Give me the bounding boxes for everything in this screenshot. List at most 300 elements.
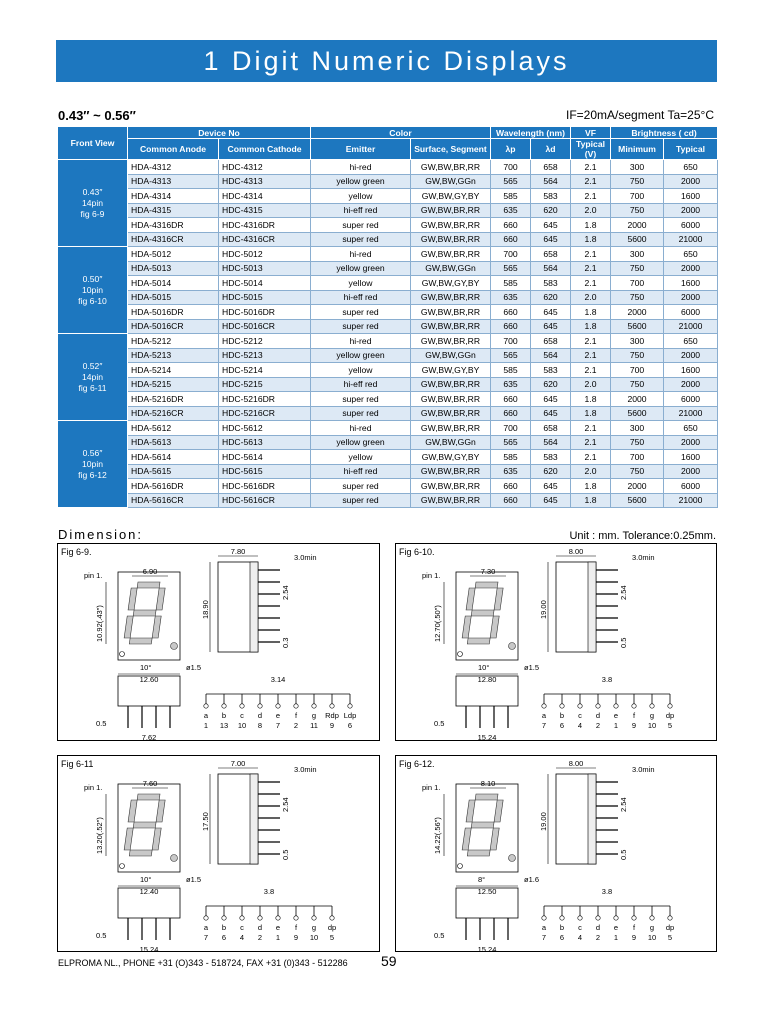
cell-common-anode: HDA-4313	[128, 174, 219, 189]
cell-surface-segment: GW,BW,BR,RR	[411, 319, 491, 334]
cell-brightness-min: 2000	[611, 218, 664, 233]
header-wavelength: Wavelength (nm)	[491, 127, 571, 139]
side-width-label: 8.00	[568, 759, 584, 768]
pin-letter: g	[649, 923, 655, 932]
cell-common-cathode: HDC-4315	[219, 203, 311, 218]
cell-brightness-typ: 2000	[664, 203, 718, 218]
lead-dim-label: 0.5	[434, 931, 445, 940]
unit-note: Unit : mm. Tolerance:0.25mm.	[569, 530, 716, 542]
pin-letter: e	[275, 923, 281, 932]
pin-offset-label: 7.62	[141, 733, 157, 742]
min-gap-label: 3.0min	[632, 553, 655, 562]
cell-surface-segment: GW,BW,GGn	[411, 435, 491, 450]
pin-circle	[560, 704, 564, 708]
digit-width-label: 7.60	[142, 779, 158, 788]
pin-letter: g	[649, 711, 655, 720]
cell-emitter: super red	[311, 406, 411, 421]
cell-lambda-d: 583	[531, 363, 571, 378]
table-row	[58, 276, 718, 291]
pin-number: 2	[257, 933, 263, 942]
digit-segment	[128, 588, 137, 610]
pin-letter: f	[632, 711, 636, 720]
pin-offset-label: 15.24	[139, 945, 159, 953]
cell-vf-typical: 2.1	[571, 189, 611, 204]
cell-lambda-d: 645	[531, 406, 571, 421]
figure-caption: Fig 6-10.	[399, 547, 435, 557]
pin-letter: c	[578, 923, 582, 932]
table-row	[58, 290, 718, 305]
cell-common-cathode: HDC-5616CR	[219, 493, 311, 508]
cell-lambda-p: 660	[491, 479, 531, 494]
pin-number: 10	[647, 933, 657, 942]
cell-brightness-min: 2000	[611, 392, 664, 407]
cell-lambda-d: 583	[531, 189, 571, 204]
digit-segment	[156, 800, 165, 822]
digit-segment	[494, 588, 503, 610]
cell-lambda-d: 645	[531, 392, 571, 407]
cell-lambda-p: 565	[491, 174, 531, 189]
cell-common-cathode: HDC-4314	[219, 189, 311, 204]
digit-segment	[466, 588, 475, 610]
digit-segment	[137, 582, 160, 588]
cell-surface-segment: GW,BW,BR,RR	[411, 232, 491, 247]
cell-brightness-typ: 6000	[664, 392, 718, 407]
cell-common-cathode: HDC-5613	[219, 435, 311, 450]
pin1-label: pin 1.	[84, 571, 103, 580]
body-width-label: 12.50	[477, 887, 497, 896]
cell-brightness-min: 750	[611, 174, 664, 189]
table-row	[58, 247, 718, 262]
table-group	[58, 334, 718, 421]
cell-common-cathode: HDC-5015	[219, 290, 311, 305]
cell-brightness-typ: 2000	[664, 464, 718, 479]
cell-brightness-typ: 2000	[664, 261, 718, 276]
cell-vf-typical: 2.1	[571, 334, 611, 349]
side-height-label: 18.90	[201, 600, 210, 619]
cell-common-anode: HDA-5212	[128, 334, 219, 349]
front-view-line: 14pin	[81, 371, 104, 382]
cell-brightness-typ: 2000	[664, 377, 718, 392]
cell-common-anode: HDA-4314	[128, 189, 219, 204]
cell-common-anode: HDA-5616CR	[128, 493, 219, 508]
front-view-cell	[58, 160, 128, 247]
front-view-cell	[58, 247, 128, 334]
cell-common-anode: HDA-5013	[128, 261, 219, 276]
table-row	[58, 348, 718, 363]
pin-number: 10	[647, 721, 657, 730]
cell-common-cathode: HDC-5213	[219, 348, 311, 363]
pin-letter: a	[541, 711, 547, 720]
table-group	[58, 421, 718, 508]
cell-emitter: yellow green	[311, 348, 411, 363]
pin-circle	[294, 916, 298, 920]
pin-number: 6	[559, 721, 565, 730]
cell-lambda-d: 564	[531, 435, 571, 450]
cell-surface-segment: GW,BW,BR,RR	[411, 247, 491, 262]
cell-lambda-p: 660	[491, 493, 531, 508]
side-width-label: 8.00	[568, 547, 584, 556]
pin-circle	[258, 704, 262, 708]
cell-emitter: hi-eff red	[311, 290, 411, 305]
pin-number: 7	[541, 933, 547, 942]
table-row	[58, 363, 718, 378]
cell-vf-typical: 2.1	[571, 261, 611, 276]
cell-brightness-typ: 650	[664, 247, 718, 262]
pin-circle	[668, 916, 672, 920]
header-typical: Typical	[664, 139, 718, 160]
cell-lambda-p: 635	[491, 203, 531, 218]
pin-number: 4	[577, 933, 583, 942]
pin-circle	[312, 704, 316, 708]
figure-6-11	[57, 755, 380, 952]
front-view-line: 10pin	[81, 284, 104, 295]
digit-segment	[475, 794, 498, 800]
cell-brightness-min: 300	[611, 247, 664, 262]
cell-surface-segment: GW,BW,BR,RR	[411, 493, 491, 508]
table-group	[58, 160, 718, 247]
cell-vf-typical: 2.0	[571, 377, 611, 392]
cell-common-anode: HDA-5215	[128, 377, 219, 392]
cell-brightness-typ: 650	[664, 160, 718, 175]
cell-common-anode: HDA-5016DR	[128, 305, 219, 320]
cell-surface-segment: GW,BW,GY,BY	[411, 363, 491, 378]
spec-table	[57, 126, 718, 508]
pin-letter: dp	[665, 923, 675, 932]
cell-lambda-p: 635	[491, 377, 531, 392]
digit-segment	[467, 850, 490, 856]
cell-brightness-typ: 21000	[664, 319, 718, 334]
cell-lambda-p: 565	[491, 261, 531, 276]
figure-caption: Fig 6-11	[61, 759, 94, 769]
pin-circle	[348, 704, 352, 708]
size-range-label: 0.43″ ~ 0.56″	[58, 108, 136, 123]
digit-width-label: 7.30	[480, 567, 496, 576]
cell-emitter: super red	[311, 493, 411, 508]
cell-surface-segment: GW,BW,GGn	[411, 348, 491, 363]
pin-circle	[578, 916, 582, 920]
table-row	[58, 406, 718, 421]
cell-brightness-typ: 650	[664, 334, 718, 349]
cell-surface-segment: GW,BW,BR,RR	[411, 203, 491, 218]
cell-lambda-d: 620	[531, 203, 571, 218]
pin-letter: dp	[665, 711, 675, 720]
table-row	[58, 464, 718, 479]
cell-common-cathode: HDC-5012	[219, 247, 311, 262]
cell-surface-segment: GW,BW,GGn	[411, 174, 491, 189]
cell-brightness-min: 5600	[611, 232, 664, 247]
digit-segment	[128, 800, 137, 822]
header-color: Color	[311, 127, 491, 139]
cell-common-anode: HDA-5216DR	[128, 392, 219, 407]
header-vf: VF	[571, 127, 611, 139]
cell-surface-segment: GW,BW,BR,RR	[411, 334, 491, 349]
cell-common-cathode: HDC-5212	[219, 334, 311, 349]
figure-6-9	[57, 543, 380, 741]
side-height-label: 19.00	[539, 812, 548, 831]
pin-circle	[632, 916, 636, 920]
pin-letter: Ldp	[343, 711, 357, 720]
pin-number: 9	[631, 933, 637, 942]
cell-surface-segment: GW,BW,BR,RR	[411, 464, 491, 479]
cell-common-cathode: HDC-5016DR	[219, 305, 311, 320]
pin-spacing-label: 3.14	[270, 675, 286, 684]
table-row	[58, 435, 718, 450]
pin-circle	[560, 916, 564, 920]
pin-number: 2	[293, 721, 299, 730]
side-view-lens	[588, 774, 596, 864]
digit-segment	[152, 828, 161, 850]
pin-thickness-label: 0.5	[281, 849, 290, 860]
cell-vf-typical: 1.8	[571, 232, 611, 247]
body-width-label: 12.80	[477, 675, 497, 684]
pin-circle	[276, 916, 280, 920]
cell-common-anode: HDA-5014	[128, 276, 219, 291]
pin-letter: f	[294, 923, 298, 932]
digit-segment	[137, 794, 160, 800]
pin-letter: c	[240, 711, 244, 720]
cell-surface-segment: GW,BW,BR,RR	[411, 479, 491, 494]
pin-number: 5	[329, 933, 335, 942]
header-common-anode: Common Anode	[128, 139, 219, 160]
side-view-lens	[250, 774, 258, 864]
table-row	[58, 305, 718, 320]
pin-letter: a	[203, 711, 209, 720]
cell-common-anode: HDA-5213	[128, 348, 219, 363]
pin-letter: d	[595, 923, 601, 932]
cell-vf-typical: 2.0	[571, 464, 611, 479]
cell-brightness-typ: 1600	[664, 450, 718, 465]
pin-letter: b	[221, 923, 227, 932]
digit-segment	[124, 828, 133, 850]
cell-lambda-p: 635	[491, 464, 531, 479]
cell-emitter: hi-red	[311, 247, 411, 262]
pin-number: 7	[275, 721, 281, 730]
figure-caption: Fig 6-9.	[61, 547, 92, 557]
cell-lambda-p: 585	[491, 189, 531, 204]
cell-vf-typical: 2.1	[571, 348, 611, 363]
table-row	[58, 203, 718, 218]
digit-segment	[129, 638, 152, 644]
header-common-cathode: Common Cathode	[219, 139, 311, 160]
side-width-label: 7.00	[230, 759, 246, 768]
pin-letter: d	[595, 711, 601, 720]
cell-lambda-d: 564	[531, 174, 571, 189]
pin-circle	[204, 704, 208, 708]
pin-letter: g	[311, 711, 317, 720]
cell-lambda-d: 645	[531, 218, 571, 233]
pin-circle	[542, 916, 546, 920]
pin-circle	[276, 704, 280, 708]
cell-vf-typical: 1.8	[571, 319, 611, 334]
cell-lambda-d: 564	[531, 261, 571, 276]
front-view-cell	[58, 421, 128, 508]
cell-emitter: yellow	[311, 363, 411, 378]
cell-vf-typical: 2.1	[571, 276, 611, 291]
cell-lambda-d: 645	[531, 479, 571, 494]
cell-common-cathode: HDC-5615	[219, 464, 311, 479]
digit-segment	[467, 638, 490, 644]
cell-brightness-min: 750	[611, 464, 664, 479]
cell-lambda-d: 583	[531, 450, 571, 465]
digit-segment	[156, 588, 165, 610]
table-row	[58, 479, 718, 494]
cell-surface-segment: GW,BW,BR,RR	[411, 406, 491, 421]
pin-number: 6	[347, 721, 353, 730]
cell-emitter: yellow	[311, 276, 411, 291]
front-view-line: 0.43″	[82, 186, 103, 197]
pin-pitch-label: 2.54	[619, 797, 628, 812]
body-width-label: 12.60	[139, 675, 159, 684]
pin-number: 1	[613, 721, 619, 730]
pin-letter: e	[613, 711, 619, 720]
front-view-line: fig 6-10	[78, 295, 107, 306]
pin-letter: g	[311, 923, 317, 932]
cell-brightness-typ: 2000	[664, 290, 718, 305]
front-view-line: 0.52″	[82, 360, 103, 371]
cell-brightness-min: 750	[611, 348, 664, 363]
pin-number: 1	[613, 933, 619, 942]
pin-circle	[258, 916, 262, 920]
title-banner	[56, 40, 717, 82]
table-row	[58, 421, 718, 436]
cell-brightness-min: 700	[611, 363, 664, 378]
table-row	[58, 377, 718, 392]
cell-common-anode: HDA-5613	[128, 435, 219, 450]
pin-number: 7	[541, 721, 547, 730]
cell-lambda-p: 585	[491, 276, 531, 291]
table-row	[58, 174, 718, 189]
cell-lambda-d: 645	[531, 493, 571, 508]
digit-segment	[471, 822, 494, 828]
pin-number: 10	[309, 933, 319, 942]
digit-segment	[490, 828, 499, 850]
pin-number: 10	[237, 721, 247, 730]
digit-width-label: 8.10	[480, 779, 496, 788]
pin-circle	[614, 704, 618, 708]
cell-lambda-p: 585	[491, 450, 531, 465]
front-view-line: 14pin	[81, 197, 104, 208]
cell-common-cathode: HDC-5216CR	[219, 406, 311, 421]
cell-surface-segment: GW,BW,BR,RR	[411, 421, 491, 436]
min-gap-label: 3.0min	[294, 553, 317, 562]
decimal-point	[509, 855, 516, 862]
cell-emitter: yellow green	[311, 435, 411, 450]
dimension-title: Dimension:	[58, 527, 144, 542]
cell-lambda-d: 645	[531, 232, 571, 247]
seven-segment-digit	[123, 794, 166, 856]
cell-lambda-p: 565	[491, 348, 531, 363]
cell-common-cathode: HDC-5215	[219, 377, 311, 392]
cell-common-cathode: HDC-4312	[219, 160, 311, 175]
table-row	[58, 189, 718, 204]
pin-number: 9	[329, 721, 335, 730]
dp-diameter-label: ø1.5	[186, 663, 202, 672]
digit-segment	[471, 610, 494, 616]
pin-number: 1	[275, 933, 281, 942]
cell-emitter: super red	[311, 479, 411, 494]
pin-spacing-label: 3.8	[263, 887, 275, 896]
cell-vf-typical: 2.1	[571, 450, 611, 465]
cell-brightness-min: 750	[611, 435, 664, 450]
cell-brightness-typ: 21000	[664, 406, 718, 421]
digit-segment	[462, 828, 471, 850]
cell-lambda-d: 658	[531, 421, 571, 436]
pin1-label: pin 1.	[422, 783, 441, 792]
header-emitter: Emitter	[311, 139, 411, 160]
pin-letter: b	[559, 711, 565, 720]
cell-emitter: hi-red	[311, 334, 411, 349]
pin-letter: d	[257, 923, 263, 932]
min-gap-label: 3.0min	[294, 765, 317, 774]
seven-segment-digit	[461, 794, 504, 856]
cell-lambda-p: 700	[491, 334, 531, 349]
cell-lambda-p: 660	[491, 218, 531, 233]
cell-brightness-min: 700	[611, 189, 664, 204]
cell-common-anode: HDA-5012	[128, 247, 219, 262]
pin-number: 9	[293, 933, 299, 942]
cell-surface-segment: GW,BW,GGn	[411, 261, 491, 276]
tilt-angle-label: 10°	[140, 663, 152, 672]
cell-emitter: hi-red	[311, 160, 411, 175]
pin-letter: c	[578, 711, 582, 720]
cell-common-anode: HDA-4316DR	[128, 218, 219, 233]
table-row	[58, 160, 718, 175]
pin-offset-label: 15.24	[477, 733, 497, 742]
digit-height-label: 14.22(.56″)	[433, 817, 442, 854]
cell-brightness-min: 300	[611, 160, 664, 175]
decimal-point	[171, 855, 178, 862]
pin-number: 8	[257, 721, 263, 730]
header-surface-segment: Surface, Segment	[411, 139, 491, 160]
pin-number: 1	[203, 721, 209, 730]
cell-brightness-min: 300	[611, 334, 664, 349]
pin-letter: d	[257, 711, 263, 720]
pin-number: 2	[595, 721, 601, 730]
cell-common-anode: HDA-5016CR	[128, 319, 219, 334]
table-row	[58, 334, 718, 349]
cell-brightness-min: 750	[611, 377, 664, 392]
cell-vf-typical: 1.8	[571, 479, 611, 494]
cell-lambda-p: 585	[491, 363, 531, 378]
cell-emitter: super red	[311, 218, 411, 233]
pin-number: 13	[219, 721, 229, 730]
pin-thickness-label: 0.5	[619, 637, 628, 648]
cell-brightness-typ: 1600	[664, 276, 718, 291]
footer-contact: ELPROMA NL., PHONE +31 (O)343 - 518724, FAX +31 (0)343 - 512286	[58, 958, 348, 968]
pin-number: 7	[203, 933, 209, 942]
cell-lambda-d: 620	[531, 377, 571, 392]
pin-circle	[614, 916, 618, 920]
cell-brightness-min: 2000	[611, 305, 664, 320]
cell-brightness-typ: 2000	[664, 174, 718, 189]
pin-circle	[240, 704, 244, 708]
cell-brightness-typ: 1600	[664, 189, 718, 204]
pin-circle	[596, 704, 600, 708]
figure-6-12	[395, 755, 717, 952]
pin-number: 5	[667, 721, 673, 730]
front-view-cell	[58, 334, 128, 421]
front-view-line: 10pin	[81, 458, 104, 469]
figure-6-10	[395, 543, 717, 741]
cell-common-anode: HDA-5216CR	[128, 406, 219, 421]
digit-width-label: 6.90	[142, 567, 158, 576]
cell-lambda-p: 565	[491, 435, 531, 450]
decimal-point	[509, 643, 516, 650]
cell-vf-typical: 2.1	[571, 363, 611, 378]
digit-segment	[475, 582, 498, 588]
pin-number: 4	[577, 721, 583, 730]
digit-segment	[129, 850, 152, 856]
